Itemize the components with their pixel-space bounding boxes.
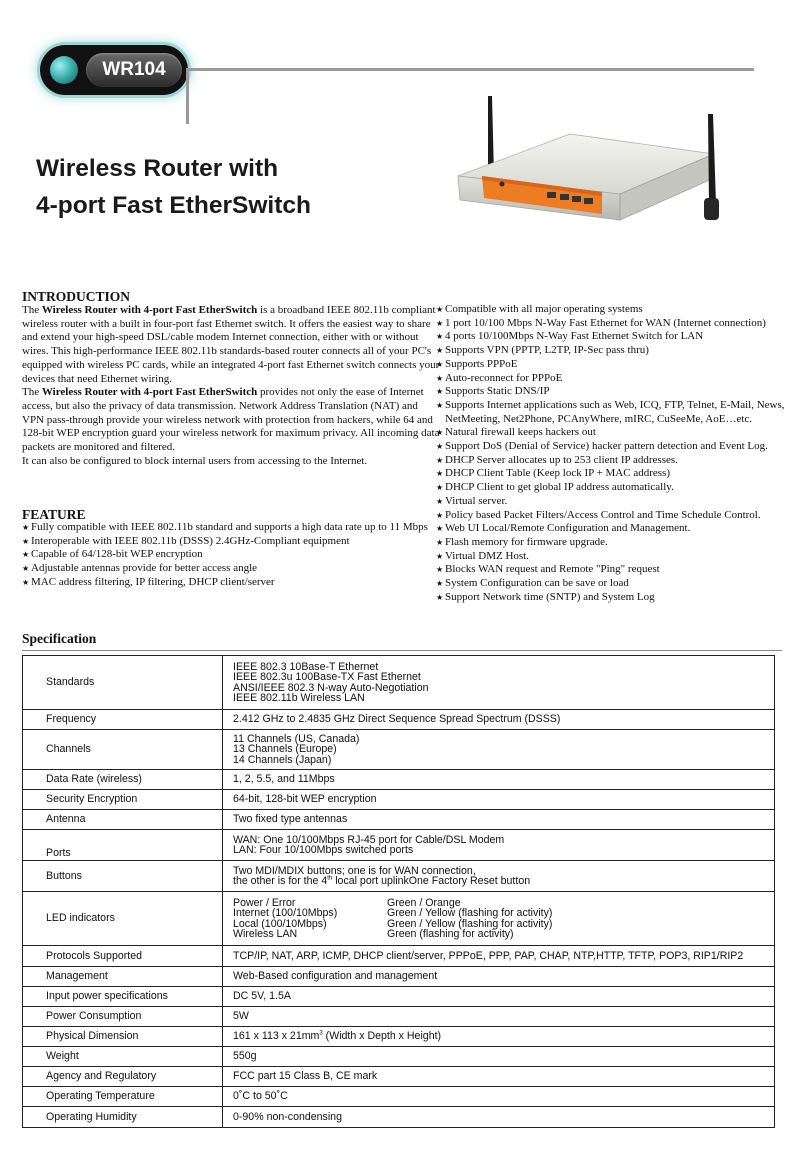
spec-label: Standards <box>23 656 223 710</box>
spec-label: Operating Humidity <box>23 1107 223 1128</box>
list-item: ★ MAC address filtering, IP filtering, DHCP client/server <box>22 576 442 590</box>
led-state: Green (flashing for activity) <box>387 928 514 940</box>
spec-value: 0-90% non-condensing <box>223 1107 775 1128</box>
spec-value <box>223 830 775 861</box>
table-row <box>23 1107 775 1128</box>
list-item: ★ Compatible with all major operating systems <box>436 303 804 317</box>
table-row <box>23 967 775 987</box>
list-item: ★ Fully compatible with IEEE 802.11b standard and supports a high data rate up to 11 Mbps <box>22 521 442 535</box>
table-row <box>23 892 775 946</box>
list-item: ★ Policy based Packet Filters/Access Control and Time Schedule Control. <box>436 509 804 523</box>
list-item: ★ Support DoS (Denial of Service) hacker pattern detection and Event Log. <box>436 440 804 454</box>
title-line-1: Wireless Router with <box>36 155 279 182</box>
spec-line: 13 Channels (Europe) <box>233 743 337 756</box>
led-name: Internet (100/10Mbps) <box>233 907 338 919</box>
led-state: Green / Yellow (flashing for activity) <box>387 917 553 930</box>
led-name: Power / Error <box>233 896 296 909</box>
list-item: ★ Adjustable antennas provide for better access angle <box>22 562 442 576</box>
spec-label: Management <box>23 967 223 987</box>
table-row <box>23 987 775 1007</box>
spec-value: 1, 2, 5.5, and 11Mbps <box>223 770 775 790</box>
spec-line: IEEE 802.11b Wireless LAN <box>233 692 365 704</box>
intro-paragraph-1 <box>22 304 442 386</box>
router-product-image <box>452 88 742 238</box>
product-name-bold: Wireless Router with 4-port Fast EtherSwitch <box>41 304 258 316</box>
specification-rule <box>22 650 782 651</box>
spec-label: Physical Dimension <box>23 1027 223 1047</box>
spec-value: DC 5V, 1.5A <box>223 987 775 1007</box>
list-item: ★ Virtual DMZ Host. <box>436 550 804 564</box>
list-item: ★ Auto-reconnect for PPPoE <box>436 372 804 386</box>
table-row <box>23 861 775 892</box>
spec-value: 64-bit, 128-bit WEP encryption <box>223 790 775 810</box>
table-row <box>23 1007 775 1027</box>
intro-p1-text: is a broadband IEEE 802.11b compliant wireless router with a built in four-port fast Ethernet switch. It offers the easiest way to share and extend your high-speed DSL/cable modem Internet connection, either with or without wires. This high-performance IEEE 802.11b standards-based router connects all of your PC's equipped with wireless PC cards, while an integrated 4-port fast Ethernet switch connects your devices that need Ethernet wiring. <box>22 304 440 385</box>
spec-line: WAN: One 10/100Mbps RJ-45 port for Cable/DSL Modem <box>233 833 505 846</box>
spec-label: Input power specifications <box>23 987 223 1007</box>
led-grid <box>233 898 774 940</box>
table-row <box>23 810 775 830</box>
spec-value <box>223 861 775 892</box>
spec-text: the other is for the 4 <box>233 875 328 887</box>
table-row <box>23 1047 775 1067</box>
list-item: ★ Interoperable with IEEE 802.11b (DSSS) 2.4GHz-Compliant equipment <box>22 535 442 549</box>
spec-superscript: th <box>327 875 333 882</box>
spec-value: 2.412 GHz to 2.4835 GHz Direct Sequence Spread Spectrum (DSSS) <box>223 710 775 730</box>
spec-text: local port uplinkOne Factory Reset button <box>332 875 531 887</box>
spec-value: FCC part 15 Class B, CE mark <box>223 1067 775 1087</box>
spec-value <box>223 730 775 770</box>
model-badge <box>40 45 188 95</box>
list-item: ★ 1 port 10/100 Mbps N-Way Fast Ethernet for WAN (Internet connection) <box>436 317 804 331</box>
spec-value: Web-Based configuration and management <box>223 967 775 987</box>
feature-list <box>22 521 442 590</box>
list-item: ★ 4 ports 10/100Mbps N-Way Fast Ethernet Switch for LAN <box>436 330 804 344</box>
spec-value <box>223 892 775 946</box>
led-state: Green / Orange <box>387 896 461 909</box>
led-name: Local (100/10Mbps) <box>233 917 327 930</box>
list-item: ★ Supports Static DNS/IP <box>436 385 804 399</box>
list-item: ★ System Configuration can be save or load <box>436 577 804 591</box>
table-row <box>23 790 775 810</box>
badge-dot-icon <box>50 56 78 84</box>
spec-value: 0˚C to 50˚C <box>223 1087 775 1107</box>
list-item: ★ Capable of 64/128-bit WEP encryption <box>22 548 442 562</box>
list-item: ★ DHCP Client to get global IP address automatically. <box>436 481 804 495</box>
table-row <box>23 770 775 790</box>
header-rule-vertical <box>186 68 189 124</box>
spec-value: 550g <box>223 1047 775 1067</box>
table-row <box>23 946 775 967</box>
list-item: ★ DHCP Client Table (Keep lock IP + MAC address) <box>436 467 804 481</box>
table-row <box>23 1087 775 1107</box>
spec-label: Antenna <box>23 810 223 830</box>
spec-value <box>223 1027 775 1047</box>
spec-label: Frequency <box>23 710 223 730</box>
spec-value: TCP/IP, NAT, ARP, ICMP, DHCP client/server, PPPoE, PPP, PAP, CHAP, NTP,HTTP, TFTP, POP3, RIP1/RIP2 <box>223 946 775 967</box>
spec-label: Operating Temperature <box>23 1087 223 1107</box>
table-row <box>23 1027 775 1047</box>
spec-superscript: 3 <box>319 1030 323 1037</box>
spec-line: IEEE 802.3u 100Base-TX Fast Ethernet <box>233 671 421 683</box>
spec-label: Security Encryption <box>23 790 223 810</box>
spec-line: LAN: Four 10/100Mbps switched ports <box>233 844 414 856</box>
spec-value: Two fixed type antennas <box>223 810 775 830</box>
intro-paragraph-3: It can also be configured to block internal users from accessing to the Internet. <box>22 454 368 467</box>
spec-value: 5W <box>223 1007 775 1027</box>
introduction-text <box>22 304 442 468</box>
spec-label: Buttons <box>23 861 223 892</box>
introduction-heading: INTRODUCTION <box>22 289 131 304</box>
spec-line: Two MDI/MDIX buttons; one is for WAN connection, <box>233 864 476 877</box>
list-item: ★ DHCP Server allocates up to 253 client IP addresses. <box>436 454 804 468</box>
list-item: ★ Flash memory for firmware upgrade. <box>436 536 804 550</box>
intro-p2-text: provides not only the ease of Internet access, but also the privacy of data transmission. Network Address Translation (NAT) and VPN pass-through provide your wireless network with protection from hackers, while 64 and 128-bit WEP encryption guard your wireless network for maximum privacy. All incoming data packets are monitored and filtered. <box>22 386 440 454</box>
product-name-bold: Wireless Router with 4-port Fast EtherSwitch <box>41 386 258 399</box>
list-item: ★ Support Network time (SNTP) and System Log <box>436 591 804 605</box>
table-row <box>23 730 775 770</box>
specification-table <box>22 655 775 1128</box>
intro-p1-prefix: The <box>22 304 42 316</box>
spec-line: ANSI/IEEE 802.3 N-way Auto-Negotiation <box>233 681 429 694</box>
spec-label: Channels <box>23 730 223 770</box>
spec-value <box>223 656 775 710</box>
spec-label: LED indicators <box>23 892 223 946</box>
header-rule <box>186 68 754 71</box>
spec-label: Ports <box>23 830 223 861</box>
spec-label: Protocols Supported <box>23 946 223 967</box>
table-row <box>23 1067 775 1087</box>
feature-list-right <box>436 303 804 604</box>
spec-line: 11 Channels (US, Canada) <box>233 732 360 745</box>
spec-label: Agency and Regulatory <box>23 1067 223 1087</box>
title-line-2: 4-port Fast EtherSwitch <box>36 192 311 219</box>
intro-p2-prefix: The <box>22 386 42 399</box>
led-name: Wireless LAN <box>233 928 298 940</box>
list-item: ★ Supports PPPoE <box>436 358 804 372</box>
led-state: Green / Yellow (flashing for activity) <box>387 907 553 919</box>
feature-heading: FEATURE <box>22 507 86 522</box>
specification-heading: Specification <box>22 631 97 646</box>
list-item: ★ Virtual server. <box>436 495 804 509</box>
list-item: ★ Natural firewall keeps hackers out <box>436 426 804 440</box>
list-item: ★ Supports VPN (PPTP, L2TP, IP-Sec pass thru) <box>436 344 804 358</box>
spec-text: 161 x 113 x 21mm <box>233 1030 320 1043</box>
table-row <box>23 830 775 861</box>
spec-line <box>233 876 774 887</box>
list-item: ★ Supports Internet applications such as Web, ICQ, FTP, Telnet, E-Mail, News, NetMeeting, Net2Phone, PCAnyWhere, mIRC, CuSeeMe, AoE…etc. <box>436 399 804 426</box>
spec-line: 14 Channels (Japan) <box>233 753 332 766</box>
spec-label: Data Rate (wireless) <box>23 770 223 790</box>
list-item: ★ Blocks WAN request and Remote "Ping" request <box>436 563 804 577</box>
model-name: WR104 <box>102 59 166 80</box>
table-row <box>23 656 775 710</box>
spec-label: Weight <box>23 1047 223 1067</box>
spec-line: IEEE 802.3 10Base-T Ethernet <box>233 660 379 673</box>
list-item: ★ Web UI Local/Remote Configuration and Management. <box>436 522 804 536</box>
spec-text: (Width x Depth x Height) <box>322 1030 442 1043</box>
table-row <box>23 710 775 730</box>
intro-paragraph-2 <box>22 386 442 455</box>
page-title <box>36 150 456 224</box>
spec-label: Power Consumption <box>23 1007 223 1027</box>
